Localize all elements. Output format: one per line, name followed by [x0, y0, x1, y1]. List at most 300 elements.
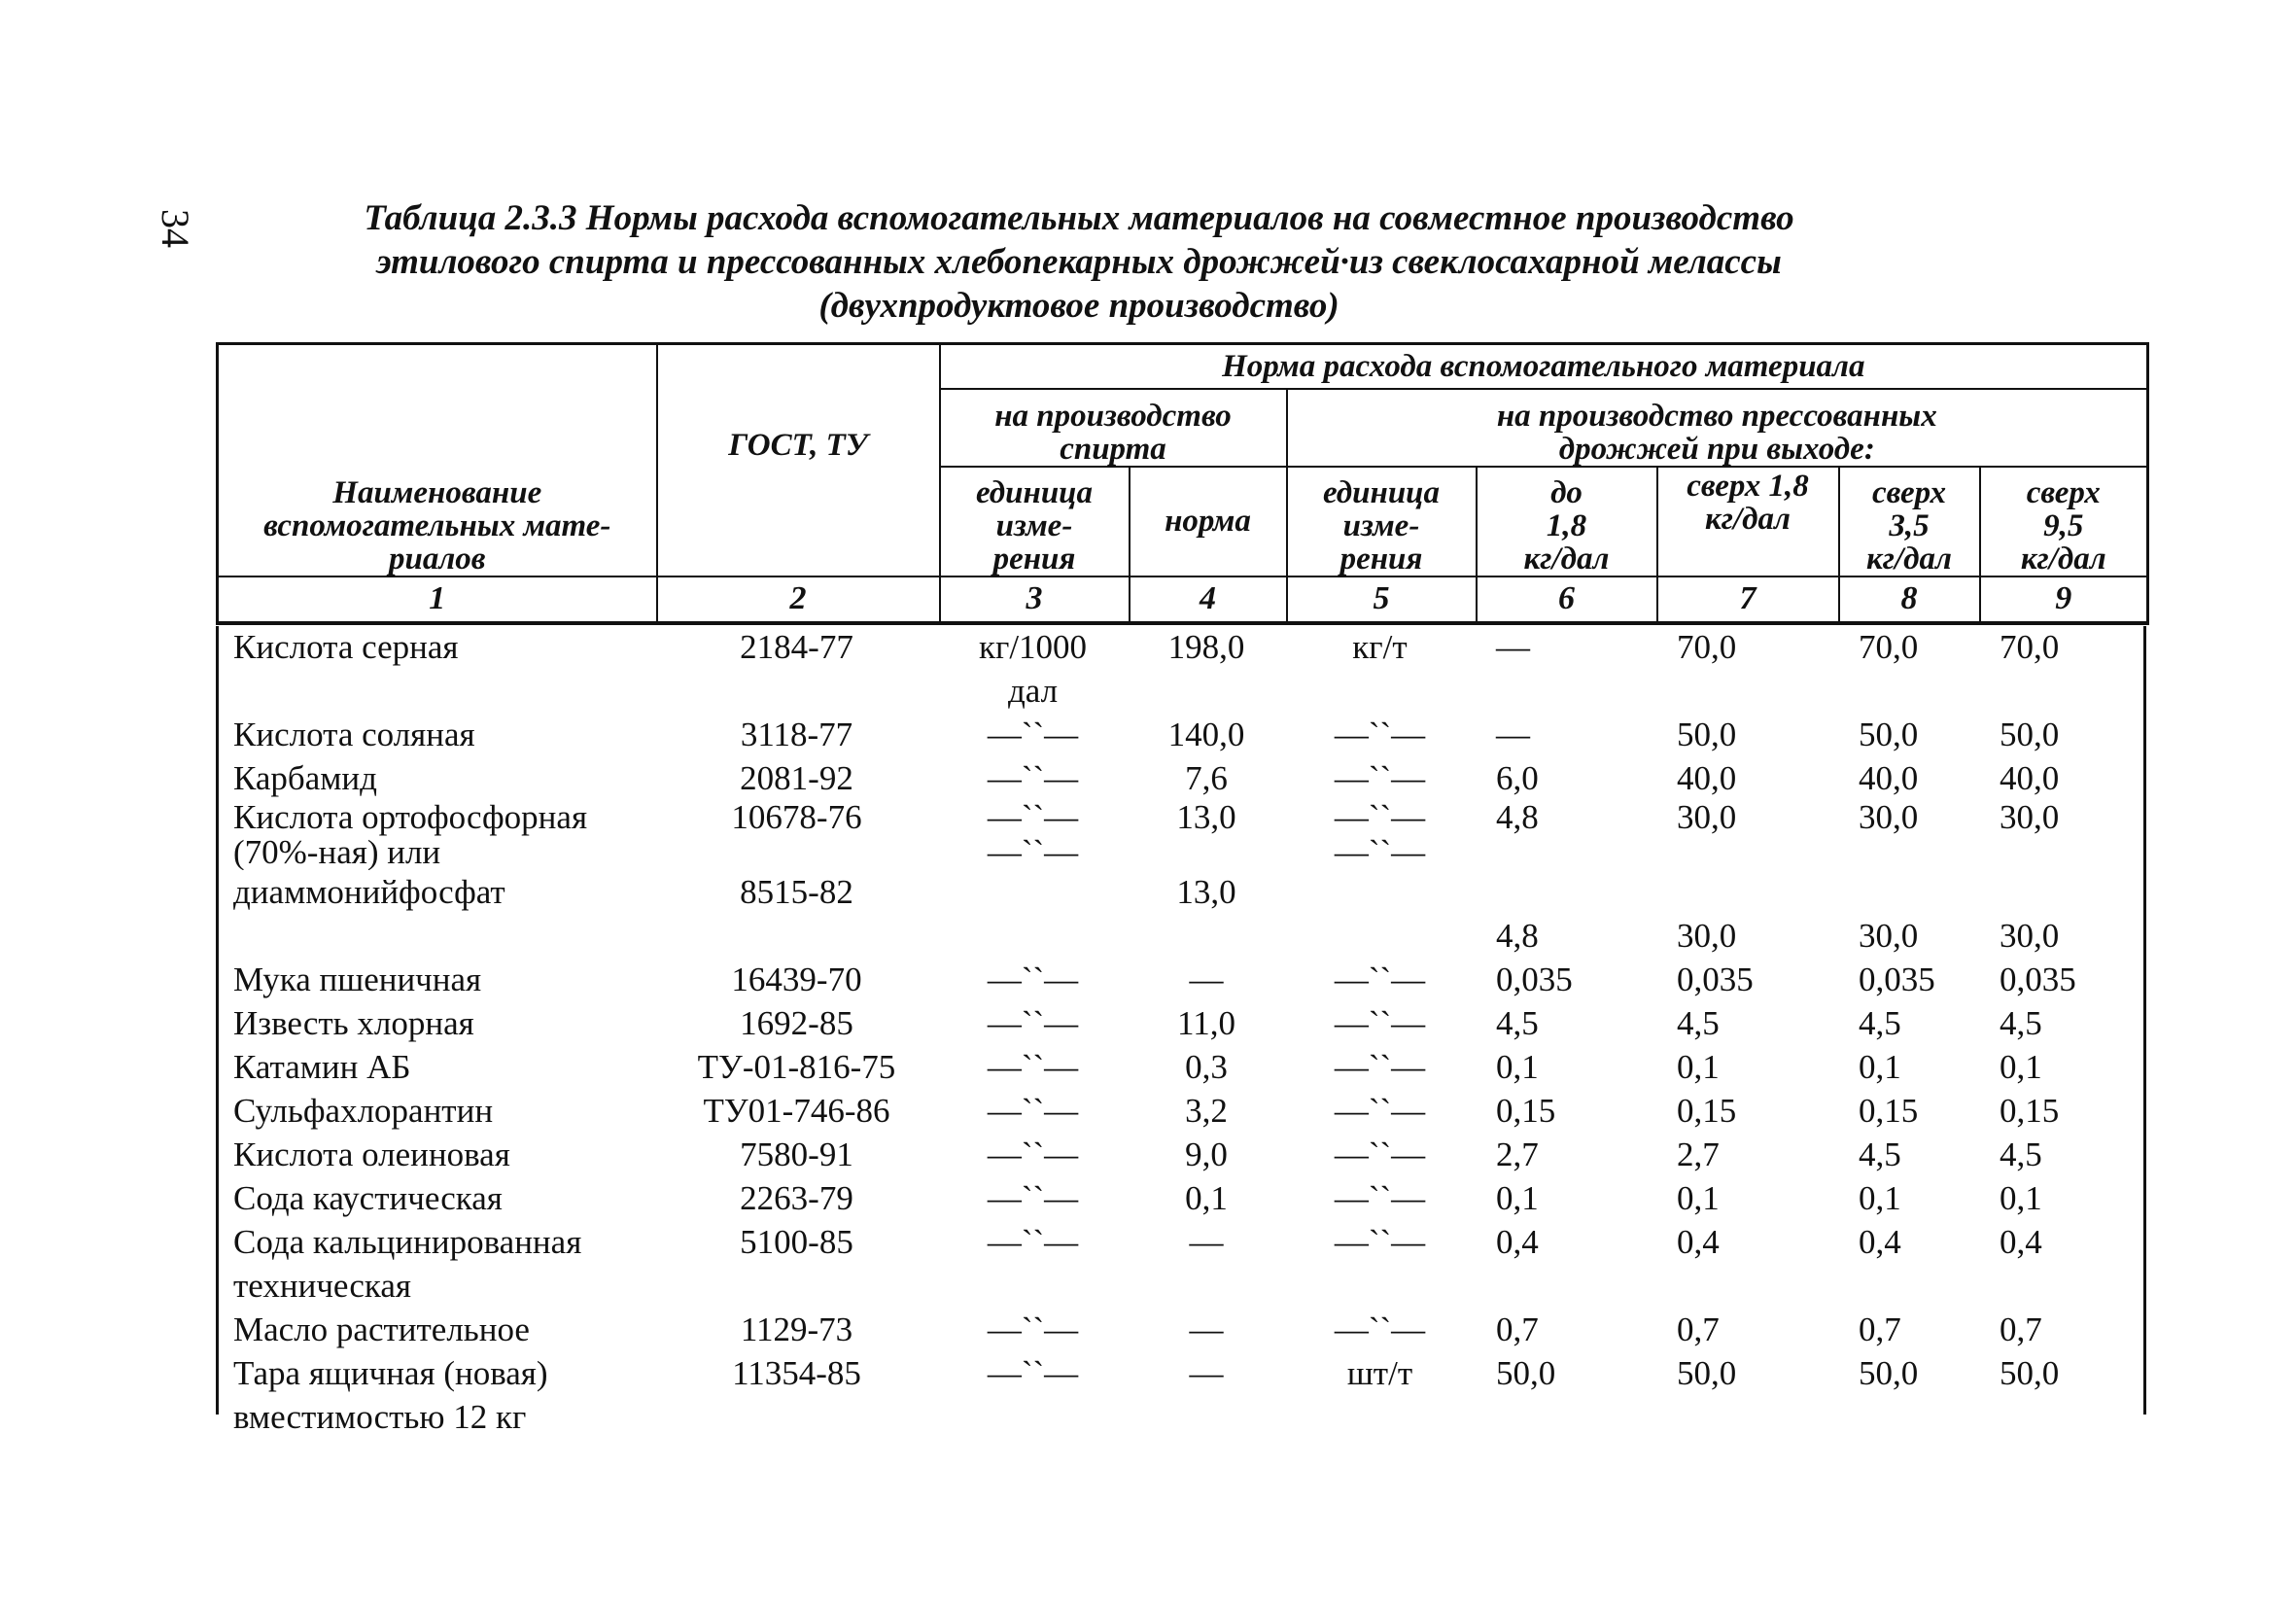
norm-value	[1128, 1133, 1285, 1176]
gost-code-line: ТУ01-746-86	[703, 1092, 890, 1130]
gost-code-line: 2081-92	[740, 759, 853, 797]
value-over-9-5	[1978, 1308, 2146, 1351]
value-over-9-5	[1978, 756, 2146, 800]
value-over-1-8	[1655, 800, 1837, 870]
gost-code	[655, 1220, 938, 1308]
gost-code-line: 7580-91	[740, 1135, 853, 1173]
unit-spirit-line: кг/1000	[978, 628, 1088, 666]
value-upto-1-8-line: 0,1	[1496, 1179, 1539, 1217]
value-over-1-8	[1655, 625, 1837, 713]
value-over-3-5	[1837, 1220, 1978, 1308]
material-name-line: Кислота олеиновая	[233, 1135, 510, 1173]
unit-spirit	[938, 870, 1128, 958]
gost-code-line: 10678-76	[731, 800, 862, 836]
material-name	[216, 713, 655, 756]
table-row	[216, 800, 2146, 870]
value-over-9-5	[1978, 1220, 2146, 1308]
unit-spirit-line: —``—	[987, 1179, 1079, 1217]
material-name-line: техническая	[233, 1267, 411, 1305]
gost-code-line: 2184-77	[740, 628, 853, 666]
value-over-9-5-line: 0,15	[2000, 1092, 2060, 1130]
norm-value-line: 7,6	[1185, 759, 1228, 797]
value-over-1-8-line: 0,15	[1677, 1092, 1737, 1130]
value-over-3-5-line: 4,5	[1859, 1135, 1901, 1173]
norm-value-line: 9,0	[1185, 1135, 1228, 1173]
gost-code	[655, 958, 938, 1001]
material-name	[216, 1308, 655, 1351]
value-over-9-5	[1978, 958, 2146, 1001]
unit-spirit-line: —``—	[987, 833, 1079, 870]
unit-yeast	[1285, 1351, 1475, 1439]
table-row	[216, 1176, 2146, 1220]
col-number-1: 1	[218, 576, 657, 623]
material-name-line: Мука пшеничная	[233, 961, 482, 998]
norm-value	[1128, 1220, 1285, 1308]
gost-code	[655, 1176, 938, 1220]
value-upto-1-8	[1475, 1176, 1655, 1220]
unit-yeast	[1285, 713, 1475, 756]
gost-code-line: 11354-85	[732, 1354, 861, 1392]
material-name	[216, 625, 655, 713]
header-norm-group: Норма расхода вспомогательного материала	[940, 344, 2148, 389]
gost-code-line: 16439-70	[731, 961, 862, 998]
norm-value	[1128, 625, 1285, 713]
value-upto-1-8-line: 0,15	[1496, 1092, 1556, 1130]
norm-value-line: 140,0	[1167, 716, 1245, 753]
norm-value-line: 13,0	[1176, 873, 1236, 911]
value-over-3-5-line: 50,0	[1859, 716, 1919, 753]
gost-code	[655, 713, 938, 756]
value-over-1-8	[1655, 1001, 1837, 1045]
value-upto-1-8	[1475, 1089, 1655, 1133]
value-over-1-8	[1655, 1308, 1837, 1351]
value-upto-1-8	[1475, 800, 1655, 870]
gost-code	[655, 1308, 938, 1351]
value-upto-1-8-line: 0,7	[1496, 1310, 1539, 1348]
unit-yeast-line: —``—	[1334, 1179, 1426, 1217]
unit-spirit	[938, 1001, 1128, 1045]
table-row	[216, 1001, 2146, 1045]
unit-yeast-line: —``—	[1334, 1092, 1426, 1130]
value-over-9-5	[1978, 1133, 2146, 1176]
unit-yeast-line: —``—	[1334, 1048, 1426, 1086]
material-name-line: Карбамид	[233, 759, 377, 797]
value-upto-1-8	[1475, 1133, 1655, 1176]
value-upto-1-8	[1475, 713, 1655, 756]
gost-code-line: 8515-82	[740, 873, 853, 911]
value-over-9-5-line: 30,0	[2000, 917, 2060, 955]
unit-spirit-line: —``—	[987, 1354, 1079, 1392]
value-over-9-5-line: 4,5	[2000, 1004, 2042, 1042]
unit-spirit	[938, 625, 1128, 713]
value-over-1-8-line: 50,0	[1677, 1354, 1737, 1392]
material-name	[216, 1176, 655, 1220]
unit-spirit-line: —``—	[987, 716, 1079, 753]
value-over-1-8	[1655, 1220, 1837, 1308]
unit-spirit-line: —``—	[987, 1135, 1079, 1173]
unit-yeast-line: —``—	[1334, 1135, 1426, 1173]
unit-yeast	[1285, 625, 1475, 713]
gost-code	[655, 1045, 938, 1089]
unit-yeast	[1285, 1176, 1475, 1220]
value-over-3-5	[1837, 756, 1978, 800]
unit-spirit	[938, 1351, 1128, 1439]
value-over-1-8-line: 0,4	[1677, 1223, 1720, 1261]
unit-yeast-line: —``—	[1334, 961, 1426, 998]
gost-code-line: 2263-79	[740, 1179, 853, 1217]
value-over-3-5	[1837, 870, 1978, 958]
norm-value-line: —	[1189, 1310, 1224, 1348]
gost-code-line: 1129-73	[740, 1310, 853, 1348]
value-over-3-5	[1837, 800, 1978, 870]
norm-value-line: —	[1189, 1223, 1224, 1261]
norm-value	[1128, 1176, 1285, 1220]
col-number-6: 6	[1477, 576, 1657, 623]
unit-yeast-line: —``—	[1334, 1223, 1426, 1261]
col-number-9: 9	[1980, 576, 2148, 623]
unit-spirit-line: —``—	[987, 1004, 1079, 1042]
unit-yeast-line	[1285, 870, 1475, 914]
header-upto-1-8: до 1,8 кг/дал	[1477, 467, 1657, 576]
value-over-9-5-line: 4,5	[2000, 1135, 2042, 1173]
unit-spirit-line: —``—	[987, 1310, 1079, 1348]
table-header	[216, 342, 2149, 625]
material-name-line: Известь хлорная	[233, 1004, 474, 1042]
unit-yeast-line: кг/т	[1352, 628, 1408, 666]
value-upto-1-8	[1475, 756, 1655, 800]
material-name	[216, 958, 655, 1001]
caption-line-3: (двухпродуктовое производство)	[818, 286, 1339, 326]
value-over-1-8-line: 0,7	[1677, 1310, 1720, 1348]
table-caption	[321, 196, 1837, 328]
value-over-1-8-line	[1677, 870, 1837, 914]
value-over-3-5	[1837, 1001, 1978, 1045]
value-over-1-8	[1655, 870, 1837, 958]
value-over-1-8-line: 30,0	[1677, 800, 1737, 836]
material-name	[216, 1133, 655, 1176]
col-number-5: 5	[1287, 576, 1477, 623]
value-upto-1-8	[1475, 870, 1655, 958]
gost-code-line: 5100-85	[740, 1223, 853, 1261]
unit-yeast-line: —``—	[1334, 716, 1426, 753]
value-over-1-8	[1655, 1089, 1837, 1133]
value-over-3-5-line: 4,5	[1859, 1004, 1901, 1042]
caption-line-1: Таблица 2.3.3 Нормы расхода вспомогательных материалов на совместное производство	[364, 198, 1794, 238]
norm-value	[1128, 1308, 1285, 1351]
value-over-9-5-line: 0,1	[2000, 1179, 2042, 1217]
material-name	[216, 870, 655, 958]
table-row	[216, 958, 2146, 1001]
unit-yeast	[1285, 1001, 1475, 1045]
material-name-line: Кислота соляная	[233, 716, 475, 753]
value-upto-1-8-line: —	[1496, 716, 1530, 753]
material-name	[216, 1351, 655, 1439]
unit-yeast	[1285, 1133, 1475, 1176]
material-name-line: Тара ящичная (новая)	[233, 1354, 548, 1392]
unit-yeast-line: —``—	[1334, 1310, 1426, 1348]
header-name-column: Наименование вспомогательных мате- риалов	[218, 344, 657, 576]
value-upto-1-8-line: 50,0	[1496, 1354, 1556, 1392]
norm-value	[1128, 1351, 1285, 1439]
norm-value	[1128, 1001, 1285, 1045]
value-over-3-5-line	[1859, 870, 1978, 914]
material-name-line: Сода каустическая	[233, 1179, 503, 1217]
value-upto-1-8-line: 6,0	[1496, 759, 1539, 797]
table-row	[216, 625, 2146, 713]
norm-value-line: —	[1189, 1354, 1224, 1392]
value-over-3-5	[1837, 1308, 1978, 1351]
value-over-3-5	[1837, 1045, 1978, 1089]
value-over-9-5-line: 0,035	[2000, 961, 2076, 998]
value-over-1-8-line: 40,0	[1677, 759, 1737, 797]
value-over-9-5-line: 0,1	[2000, 1048, 2042, 1086]
value-over-3-5-line: 30,0	[1859, 800, 1919, 836]
value-upto-1-8-line: 0,035	[1496, 961, 1573, 998]
unit-yeast-line: —``—	[1334, 833, 1426, 870]
value-over-1-8-line: 0,1	[1677, 1179, 1720, 1217]
value-over-1-8	[1655, 713, 1837, 756]
page-number: 34	[154, 209, 197, 248]
material-name-line: Сульфахлорантин	[233, 1092, 494, 1130]
gost-code	[655, 756, 938, 800]
value-over-1-8-line: 0,1	[1677, 1048, 1720, 1086]
value-upto-1-8-line: 0,4	[1496, 1223, 1539, 1261]
gost-code	[655, 870, 938, 958]
header-norm: норма	[1130, 467, 1287, 576]
value-over-1-8-line: 2,7	[1677, 1135, 1720, 1173]
table-row	[216, 1133, 2146, 1176]
col-number-4: 4	[1130, 576, 1287, 623]
norm-value-line: 198,0	[1167, 628, 1245, 666]
table-row	[216, 1351, 2146, 1439]
unit-yeast	[1285, 870, 1475, 958]
value-upto-1-8	[1475, 1308, 1655, 1351]
table-row	[216, 756, 2146, 800]
header-unit-yeast: единица изме- рения	[1287, 467, 1477, 576]
gost-code	[655, 625, 938, 713]
value-upto-1-8	[1475, 1001, 1655, 1045]
value-over-9-5	[1978, 1045, 2146, 1089]
value-upto-1-8-line: —	[1496, 628, 1530, 666]
col-number-7: 7	[1657, 576, 1839, 623]
value-over-3-5	[1837, 958, 1978, 1001]
norm-value-line: —	[1189, 961, 1224, 998]
material-name	[216, 1045, 655, 1089]
value-over-1-8-line: 70,0	[1677, 628, 1737, 666]
value-over-1-8-line: 4,5	[1677, 1004, 1720, 1042]
norm-value-line: 3,2	[1185, 1092, 1228, 1130]
unit-spirit-line: —``—	[987, 1048, 1079, 1086]
col-number-8: 8	[1839, 576, 1980, 623]
header-over-1-8: сверх 1,8 кг/дал	[1657, 467, 1839, 576]
norm-value-line: 11,0	[1177, 1004, 1235, 1042]
value-upto-1-8-line: 4,8	[1496, 917, 1539, 955]
gost-code-line: ТУ-01-816-75	[697, 1048, 896, 1086]
value-over-9-5-line	[2000, 870, 2146, 914]
value-over-3-5	[1837, 625, 1978, 713]
header-yeast-group: на производство прессованных дрожжей при выходе:	[1287, 389, 2148, 467]
value-over-1-8	[1655, 1351, 1837, 1439]
unit-spirit	[938, 1308, 1128, 1351]
value-upto-1-8	[1475, 1045, 1655, 1089]
value-over-1-8	[1655, 1045, 1837, 1089]
col-number-2: 2	[657, 576, 940, 623]
value-upto-1-8-line: 0,1	[1496, 1048, 1539, 1086]
value-over-9-5	[1978, 1001, 2146, 1045]
unit-yeast	[1285, 1045, 1475, 1089]
unit-spirit-line: дал	[1007, 672, 1059, 710]
unit-spirit-line: —``—	[987, 800, 1079, 836]
value-over-1-8	[1655, 1133, 1837, 1176]
material-name-line: диаммонийфосфат	[233, 873, 505, 911]
value-upto-1-8	[1475, 625, 1655, 713]
value-over-9-5-line: 0,4	[2000, 1223, 2042, 1261]
value-over-3-5-line: 40,0	[1859, 759, 1919, 797]
value-over-9-5	[1978, 800, 2146, 870]
unit-spirit	[938, 1045, 1128, 1089]
table-row	[216, 870, 2146, 958]
unit-yeast-line: —``—	[1334, 1004, 1426, 1042]
value-upto-1-8-line: 2,7	[1496, 1135, 1539, 1173]
gost-code	[655, 1089, 938, 1133]
value-over-9-5-line: 0,7	[2000, 1310, 2042, 1348]
value-upto-1-8-line	[1496, 870, 1655, 914]
value-over-9-5	[1978, 1176, 2146, 1220]
norm-value	[1128, 958, 1285, 1001]
unit-yeast-line: —``—	[1334, 800, 1426, 836]
value-upto-1-8-line: 4,5	[1496, 1004, 1539, 1042]
gost-code	[655, 1133, 938, 1176]
value-over-3-5	[1837, 1176, 1978, 1220]
unit-spirit-line	[938, 870, 1128, 914]
material-name-line: Кислота серная	[233, 628, 459, 666]
norm-value	[1128, 713, 1285, 756]
value-over-9-5-line: 50,0	[2000, 1354, 2060, 1392]
table-row	[216, 1045, 2146, 1089]
value-over-3-5-line: 0,1	[1859, 1179, 1901, 1217]
table-body	[216, 625, 2146, 1439]
value-over-3-5-line: 30,0	[1859, 917, 1919, 955]
table-row	[216, 713, 2146, 756]
value-over-9-5	[1978, 1351, 2146, 1439]
value-over-3-5	[1837, 1089, 1978, 1133]
material-name	[216, 800, 655, 870]
table-row	[216, 1089, 2146, 1133]
value-upto-1-8	[1475, 1220, 1655, 1308]
unit-yeast-line: —``—	[1334, 759, 1426, 797]
material-name	[216, 756, 655, 800]
unit-spirit	[938, 800, 1128, 870]
value-over-3-5-line: 70,0	[1859, 628, 1919, 666]
col-number-3: 3	[940, 576, 1130, 623]
value-over-3-5-line: 50,0	[1859, 1354, 1919, 1392]
value-over-3-5-line: 0,7	[1859, 1310, 1901, 1348]
material-name-line: (70%-ная) или	[233, 833, 441, 870]
norm-value-line: 0,1	[1185, 1179, 1228, 1217]
unit-yeast	[1285, 1089, 1475, 1133]
norm-value	[1128, 756, 1285, 800]
header-over-3-5: сверх 3,5 кг/дал	[1839, 467, 1980, 576]
material-name	[216, 1089, 655, 1133]
unit-spirit	[938, 756, 1128, 800]
material-name-line: Сода кальцинированная	[233, 1223, 582, 1261]
value-over-9-5-line: 50,0	[2000, 716, 2060, 753]
unit-spirit-line: —``—	[987, 759, 1079, 797]
value-over-9-5	[1978, 870, 2146, 958]
value-over-3-5	[1837, 1133, 1978, 1176]
value-over-1-8	[1655, 1176, 1837, 1220]
norm-value	[1128, 870, 1285, 958]
header-over-9-5: сверх 9,5 кг/дал	[1980, 467, 2148, 576]
gost-code	[655, 800, 938, 870]
value-upto-1-8	[1475, 1351, 1655, 1439]
value-over-1-8	[1655, 756, 1837, 800]
unit-spirit	[938, 1220, 1128, 1308]
value-over-3-5-line: 0,4	[1859, 1223, 1901, 1261]
table-row	[216, 1308, 2146, 1351]
norm-value	[1128, 1045, 1285, 1089]
value-upto-1-8-line: 4,8	[1496, 800, 1539, 836]
material-name-line: Кислота ортофосфорная	[233, 800, 588, 836]
value-over-1-8-line: 30,0	[1677, 917, 1737, 955]
caption-line-2: этилового спирта и прессованных хлебопекарных дрожжей·из свеклосахарной мелассы	[376, 242, 1782, 282]
material-name	[216, 1220, 655, 1308]
unit-spirit	[938, 1176, 1128, 1220]
material-name-line: вместимостью 12 кг	[233, 1398, 527, 1436]
value-over-3-5	[1837, 713, 1978, 756]
unit-yeast	[1285, 1308, 1475, 1351]
unit-yeast	[1285, 1220, 1475, 1308]
gost-code	[655, 1351, 938, 1439]
norm-value	[1128, 1089, 1285, 1133]
value-over-9-5	[1978, 1089, 2146, 1133]
value-over-9-5	[1978, 625, 2146, 713]
table-row	[216, 1220, 2146, 1308]
gost-code-line: 1692-85	[740, 1004, 853, 1042]
unit-spirit-line: —``—	[987, 961, 1079, 998]
value-over-9-5-line: 70,0	[2000, 628, 2060, 666]
unit-spirit	[938, 1089, 1128, 1133]
value-over-1-8-line: 0,035	[1677, 961, 1754, 998]
unit-yeast	[1285, 756, 1475, 800]
unit-spirit	[938, 713, 1128, 756]
header-gost-column: ГОСТ, ТУ	[657, 344, 940, 576]
norm-value-line: 0,3	[1185, 1048, 1228, 1086]
value-over-9-5-line: 40,0	[2000, 759, 2060, 797]
value-over-9-5-line: 30,0	[2000, 800, 2060, 836]
unit-yeast-line: шт/т	[1346, 1354, 1413, 1392]
unit-spirit-line: —``—	[987, 1223, 1079, 1261]
norm-value-line: 13,0	[1176, 800, 1236, 836]
unit-yeast	[1285, 958, 1475, 1001]
value-over-3-5-line: 0,1	[1859, 1048, 1901, 1086]
value-upto-1-8	[1475, 958, 1655, 1001]
gost-code-line: 3118-77	[740, 716, 853, 753]
gost-code	[655, 1001, 938, 1045]
unit-spirit	[938, 958, 1128, 1001]
value-over-3-5-line: 0,035	[1859, 961, 1935, 998]
header-unit-spirit: единица изме- рения	[940, 467, 1130, 576]
value-over-9-5	[1978, 713, 2146, 756]
value-over-1-8-line: 50,0	[1677, 716, 1737, 753]
unit-yeast	[1285, 800, 1475, 870]
unit-spirit	[938, 1133, 1128, 1176]
material-name-line: Масло растительное	[233, 1310, 530, 1348]
header-spirit-group: на производство спирта	[940, 389, 1287, 467]
value-over-1-8	[1655, 958, 1837, 1001]
material-name-line: Катамин АБ	[233, 1048, 411, 1086]
value-over-3-5-line: 0,15	[1859, 1092, 1919, 1130]
